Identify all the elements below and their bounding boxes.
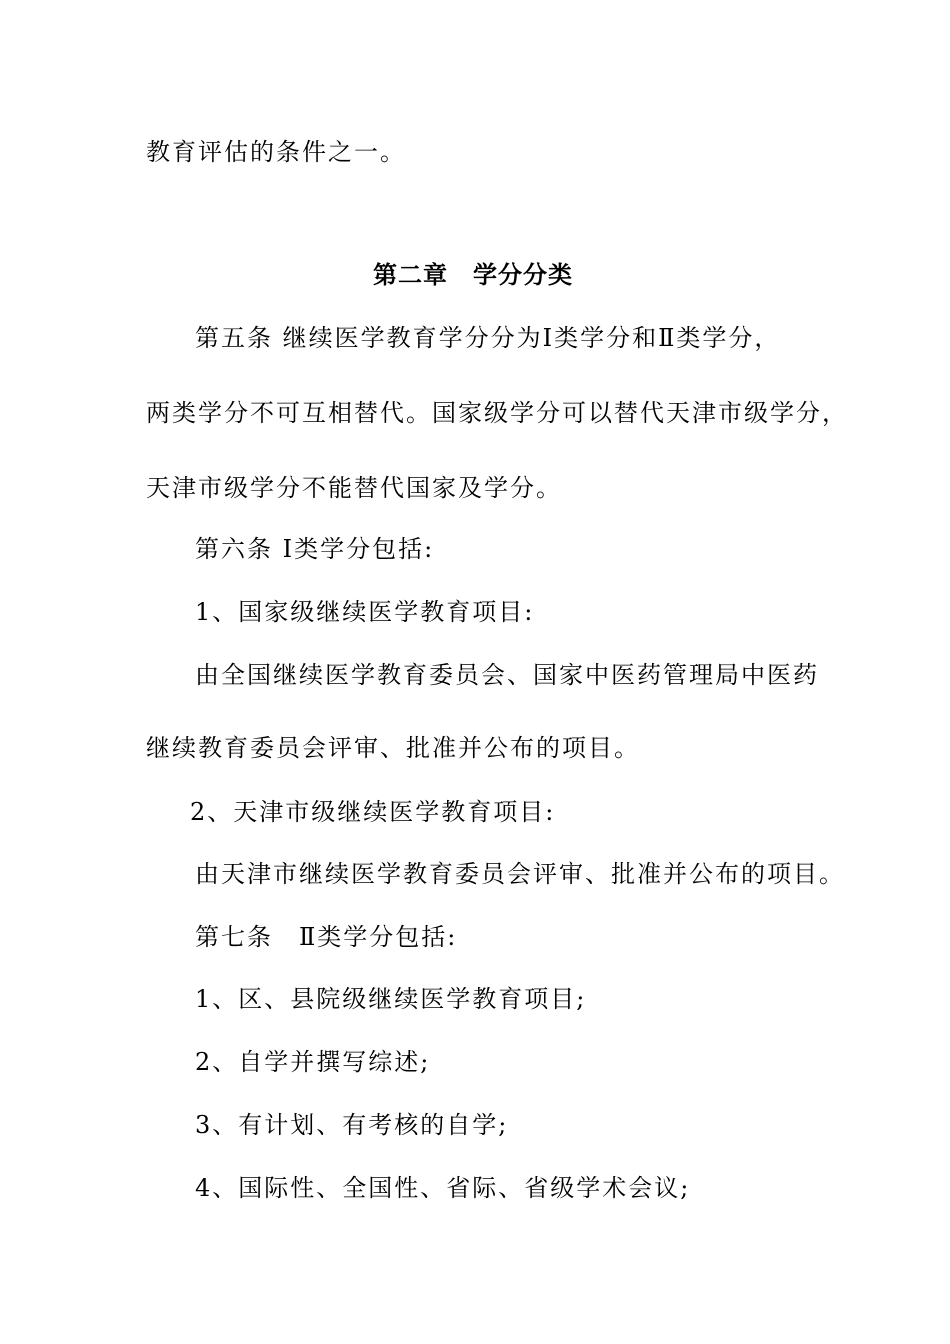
chapter-heading: 第二章 学分分类 [373, 260, 573, 289]
article-5-line-1: 第五条 继续医学教育学分分为Ⅰ类学分和Ⅱ类学分， [195, 324, 781, 352]
article-5-line-2: 两类学分不可互相替代。国家级学分可以替代天津市级学分， [146, 399, 848, 427]
article-6-item-2: 2、天津市级继续医学教育项目: [190, 798, 556, 826]
article-5-line-3: 天津市级学分不能替代国家及学分。 [146, 474, 562, 502]
article-6-heading: 第六条 I类学分包括: [195, 535, 435, 563]
paragraph-continuation: 教育评估的条件之一。 [146, 138, 406, 166]
article-7-item-2: 2、自学并撰写综述; [195, 1048, 431, 1076]
article-7-heading: 第七条 Ⅱ类学分包括: [195, 923, 458, 951]
article-6-item-1-desc-line-2: 继续教育委员会评审、批准并公布的项目。 [146, 734, 640, 762]
article-6-item-2-desc: 由天津市继续医学教育委员会评审、批准并公布的项目。 [195, 860, 845, 888]
article-7-item-1: 1、区、县院级继续医学教育项目; [195, 985, 587, 1013]
article-7-item-3: 3、有计划、有考核的自学; [195, 1111, 509, 1139]
article-6-item-1: 1、国家级继续医学教育项目: [195, 598, 535, 626]
article-6-item-1-desc-line-1: 由全国继续医学教育委员会、国家中医药管理局中医药 [195, 661, 819, 689]
article-7-item-4: 4、国际性、全国性、省际、省级学术会议; [195, 1174, 691, 1202]
